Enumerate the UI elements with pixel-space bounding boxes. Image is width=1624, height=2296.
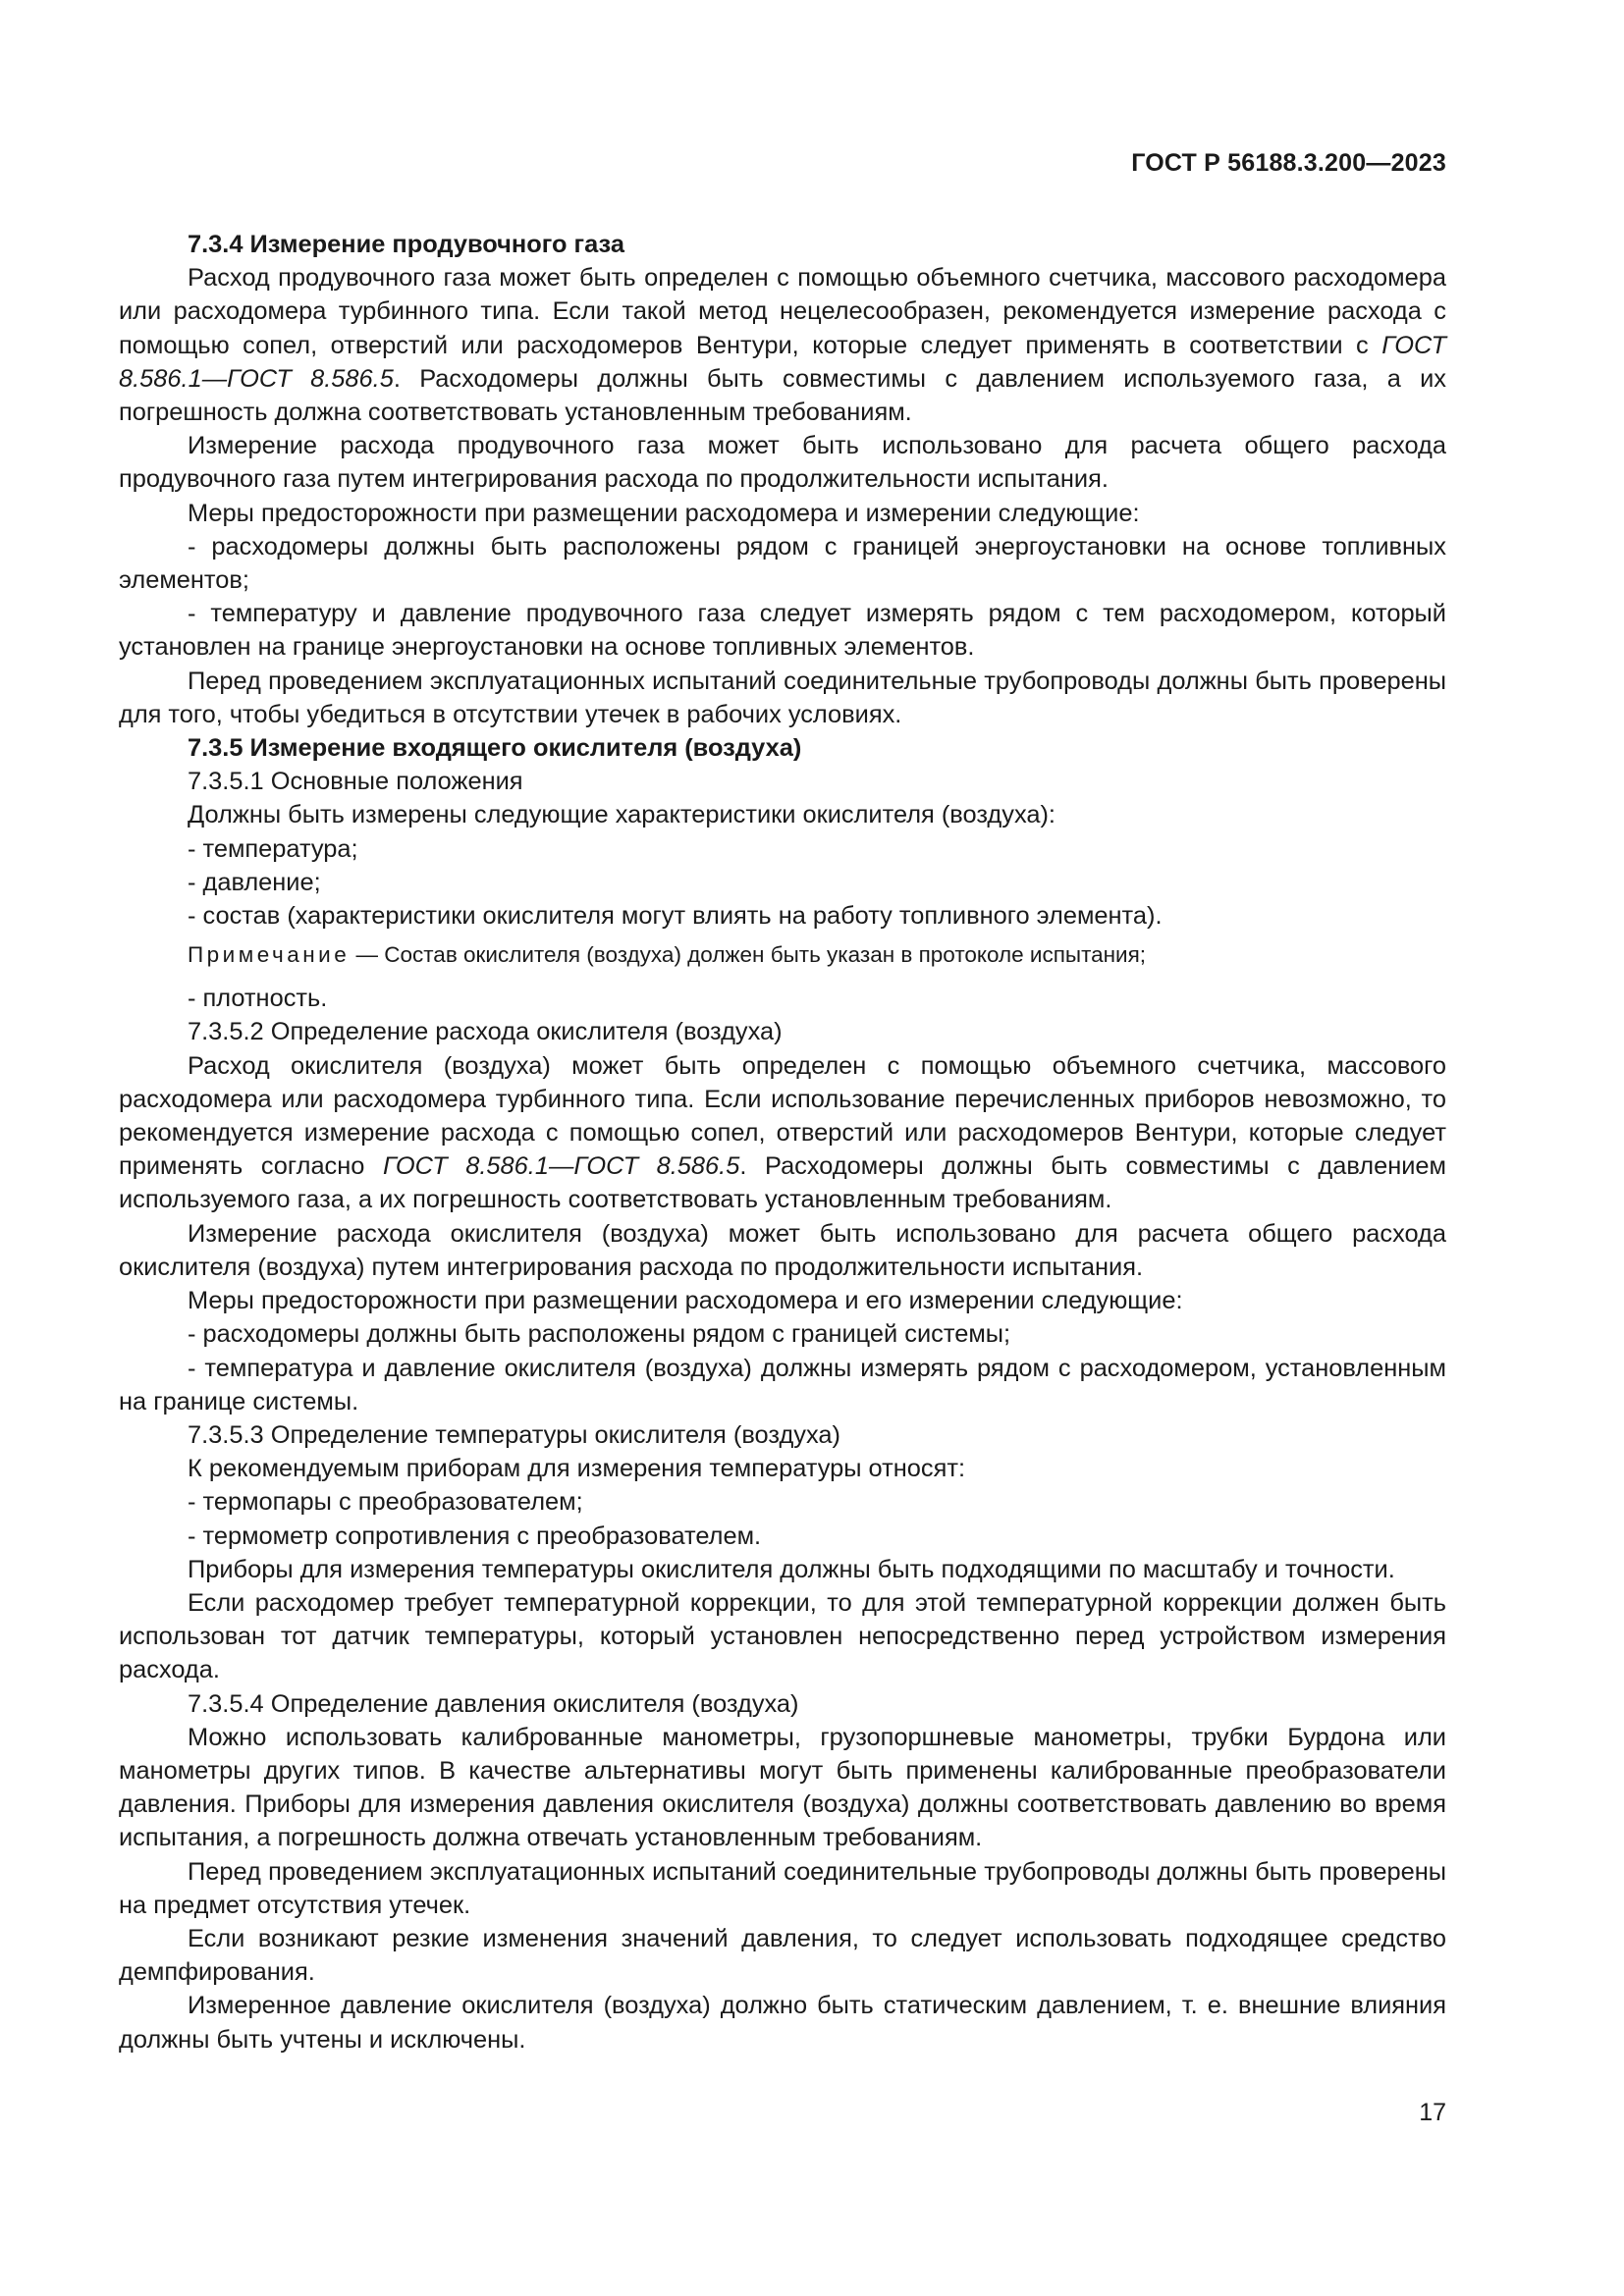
note-label: Примечание	[188, 942, 351, 968]
paragraph: Меры предосторожности при размещении расходомера и его измерении следующие:	[188, 1287, 1183, 1315]
subsection-title: 7.3.5.3 Определение температуры окислителя (воздуха)	[188, 1420, 840, 1449]
list-item: - расходомеры должны быть расположены рядом с границей системы;	[188, 1320, 1011, 1349]
standard-reference: ГОСТ 8.586.1—ГОСТ 8.586.5	[382, 1152, 740, 1181]
paragraph: Расход окислителя (воздуха) может быть определен с помощью объемного счетчика, массового расходомера или расходомера турбинного типа. Если использование перечисленных приборов невозможно, то рекомендуется измерение расхода с помощью сопел, отверстий или расходомеров Вентури, которые следует применять согласно ГОСТ 8.586.1—ГОСТ 8.586.5. Расходомеры должны быть совместимы с давлением используемого газа, а их погрешность соответствовать установленным требованиям.	[119, 1051, 1446, 1214]
page-number: 17	[1419, 2099, 1446, 2126]
document-body	[119, 228, 1446, 2056]
paragraph: Меры предосторожности при размещении расходомера и измерении следующие:	[188, 499, 1140, 527]
paragraph: Можно использовать калиброванные манометры, грузопоршневые манометры, трубки Бурдона или манометры других типов. В качестве альтернативы могут быть применены калиброванные преобразователи давления. Приборы для измерения давления окислителя (воздуха) должны соответствовать давлению во время испытания, а погрешность должна отвечать установленным требованиям.	[119, 1723, 1446, 1852]
standard-reference: ГОСТ 8.586.1—ГОСТ 8.586.5	[119, 331, 1446, 393]
paragraph: Если возникают резкие изменения значений давления, то следует использовать подходящее средство демпфирования.	[119, 1924, 1446, 1987]
subsection-title: 7.3.5.1 Основные положения	[188, 768, 523, 796]
subsection-title: 7.3.5.4 Определение давления окислителя (воздуха)	[188, 1689, 799, 1718]
list-item: - температуру и давление продувочного газа следует измерять рядом с тем расходомером, который установлен на границе энергоустановки на основе топливных элементов.	[119, 600, 1446, 662]
list-item: - состав (характеристики окислителя могут влиять на работу топливного элемента).	[188, 902, 1163, 931]
list-item: - давление;	[188, 868, 321, 896]
list-item: - термометр сопротивления с преобразователем.	[188, 1522, 762, 1550]
paragraph: Перед проведением эксплуатационных испытаний соединительные трубопроводы должны быть проверены для того, чтобы убедиться в отсутствии утечек в рабочих условиях.	[119, 667, 1446, 728]
list-item: - термопары с преобразователем;	[188, 1488, 583, 1517]
heading-7-3-5: 7.3.5 Измерение входящего окислителя (воздуха)	[188, 734, 802, 763]
paragraph: Если расходомер требует температурной коррекции, то для этой температурной коррекции должен быть использован тот датчик температуры, который установлен непосредственно перед устройством измерения расхода.	[119, 1588, 1446, 1684]
paragraph: Измерение расхода окислителя (воздуха) может быть использовано для расчета общего расхода окислителя (воздуха) путем интегрирования расхода по продолжительности испытания.	[119, 1219, 1446, 1281]
heading-7-3-4: 7.3.4 Измерение продувочного газа	[188, 231, 624, 258]
paragraph: Должны быть измерены следующие характеристики окислителя (воздуха):	[188, 801, 1056, 829]
paragraph: Приборы для измерения температуры окислителя должны быть подходящими по масштабу и точности.	[188, 1555, 1395, 1583]
paragraph: Измеренное давление окислителя (воздуха) должно быть статическим давлением, т. е. внешние влияния должны быть учтены и исключены.	[119, 1992, 1446, 2054]
note	[119, 938, 1446, 972]
paragraph: К рекомендуемым приборам для измерения температуры относят:	[188, 1455, 966, 1483]
list-item: - плотность.	[188, 985, 328, 1013]
paragraph: Перед проведением эксплуатационных испытаний соединительные трубопроводы должны быть проверены на предмет отсутствия утечек.	[119, 1857, 1446, 1919]
list-item: - расходомеры должны быть расположены рядом с границей энергоустановки на основе топливных элементов;	[119, 532, 1446, 595]
list-item: - температура;	[188, 834, 358, 863]
list-item: - температура и давление окислителя (воздуха) должны измерять рядом с расходомером, установленным на границе системы.	[119, 1354, 1446, 1415]
subsection-title: 7.3.5.2 Определение расхода окислителя (воздуха)	[188, 1018, 783, 1046]
paragraph: Расход продувочного газа может быть определен с помощью объемного счетчика, массового расходомера или расходомера турбинного типа. Если такой метод нецелесообразен, рекомендуется измерение расхода с помощью сопел, отверстий или расходомеров Вентури, которые следует применять в соответствии с ГОСТ 8.586.1—ГОСТ 8.586.5. Расходомеры должны быть совместимы с давлением используемого газа, а их погрешность должна соответствовать установленным требованиям.	[119, 264, 1446, 427]
document-code-header: ГОСТ Р 56188.3.200—2023	[1131, 149, 1446, 177]
note-text: — Состав окислителя (воздуха) должен быть указан в протоколе испытания;	[350, 942, 1147, 968]
paragraph: Измерение расхода продувочного газа может быть использовано для расчета общего расхода продувочного газа путем интегрирования расхода по продолжительности испытания.	[119, 432, 1446, 494]
